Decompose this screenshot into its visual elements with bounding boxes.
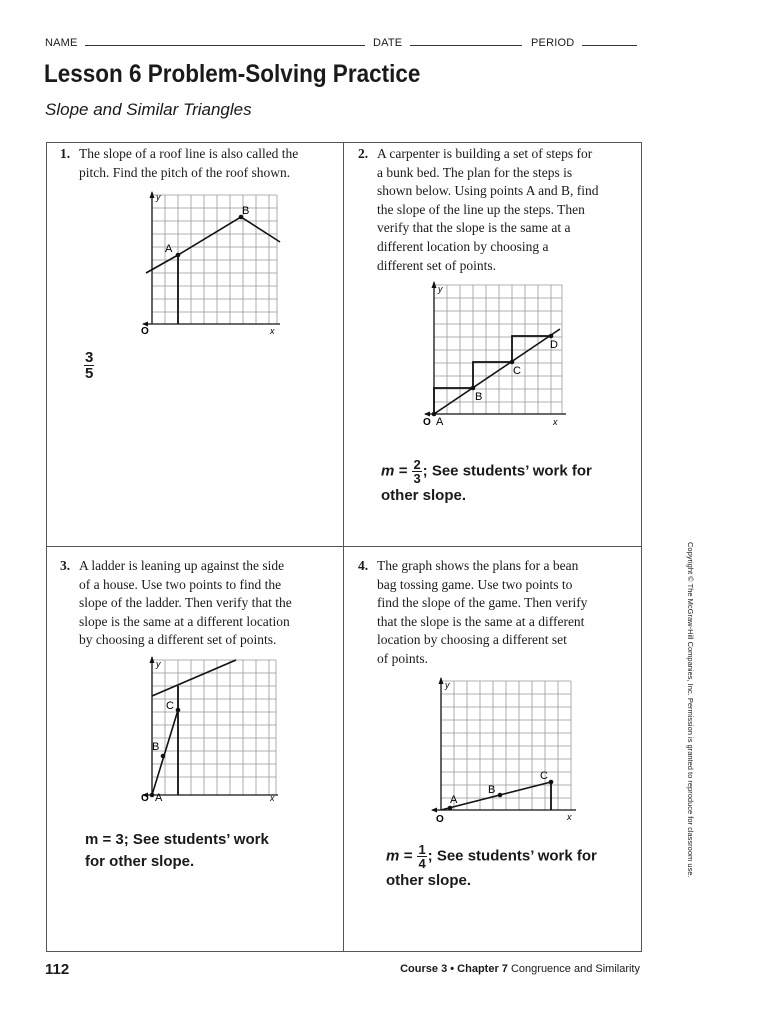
problem-4-answer-fraction — [417, 843, 426, 870]
page-number: 112 — [45, 961, 70, 978]
problem-3-origin-label: O — [141, 793, 149, 804]
problem-2-answer-fraction — [412, 458, 421, 485]
problem-4-answer-denominator: 4 — [418, 856, 426, 871]
problem-2-origin-label: O — [423, 417, 431, 428]
problem-2-point-c: C — [513, 365, 521, 377]
problem-1-answer-numerator: 3 — [85, 349, 94, 366]
footer-chapter: Chapter 7 — [457, 963, 508, 975]
problem-4-y-label: y — [445, 680, 450, 690]
problem-3-point-b: B — [152, 741, 160, 753]
problem-4-graph — [426, 676, 581, 826]
problem-4-line-1: The graph shows the plans for a bean — [377, 558, 579, 573]
problem-4-line-2: bag tossing game. Use two points to — [377, 576, 573, 592]
problem-1-answer-denominator: 5 — [85, 365, 94, 382]
problem-3-line-5: by choosing a different set of points. — [79, 632, 277, 648]
footer-course-line — [400, 963, 640, 975]
problem-2-line-5: verify that the slope is the same at a — [377, 220, 571, 236]
problem-1-origin-label: O — [141, 326, 149, 337]
problem-2-answer-line-2: other slope. — [381, 487, 467, 504]
problem-3-line-2: of a house. Use two points to find the — [79, 576, 282, 592]
problem-3-answer-line-1: m = 3; See students’ work — [85, 831, 269, 848]
problem-2-point-d: D — [550, 339, 558, 351]
problem-4-answer-line-2: other slope. — [386, 872, 472, 889]
problem-2-answer-prefix: m = — [381, 462, 408, 480]
problem-3-answer-line-2: for other slope. — [85, 853, 195, 870]
problem-2-answer-numerator: 2 — [413, 457, 421, 472]
problem-1-line-2: pitch. Find the pitch of the roof shown. — [79, 164, 291, 180]
problem-2-line-4: the slope of the line up the steps. Then — [377, 201, 585, 217]
problem-4-line-3: find the slope of the game. Then verify — [377, 595, 588, 611]
problem-2-line-6: different location by choosing a — [377, 238, 549, 254]
problem-4-line-6: of points. — [377, 650, 429, 666]
copyright-notice: Copyright © The McGraw-Hill Companies, Inc. Permission is granted to reproduce for classroom use. — [686, 542, 695, 878]
footer-chapter-title: Congruence and Similarity — [510, 963, 640, 975]
date-field — [410, 35, 522, 46]
problem-4-answer-prefix: m = — [386, 847, 413, 865]
footer-bullet: • — [450, 963, 455, 975]
problem-1-x-label: x — [270, 326, 275, 336]
problem-1-point-a: A — [165, 243, 173, 255]
page-subtitle: Slope and Similar Triangles — [45, 100, 252, 119]
problem-4-origin-label: O — [436, 814, 444, 825]
problem-3-point-c: C — [166, 700, 174, 712]
problem-4 — [358, 557, 638, 670]
header-line — [45, 35, 365, 49]
problem-2-answer-suffix: ; See students’ work for — [422, 462, 592, 480]
problem-2-point-b: B — [475, 391, 483, 403]
problem-2-answer — [381, 458, 636, 507]
date-label: DATE — [373, 37, 403, 49]
page-title: Lesson 6 Problem-Solving Practice — [44, 60, 421, 88]
name-field — [85, 35, 365, 46]
problem-2-x-label: x — [553, 417, 558, 427]
problem-1-point-b: B — [242, 205, 250, 217]
problem-2-line-2: a bunk bed. The plan for the steps is — [377, 164, 573, 180]
problem-3-point-a: A — [155, 792, 163, 804]
problem-3-line-3: slope of the ladder. Then verify that the — [79, 595, 292, 611]
grid-vertical-divider — [343, 142, 344, 952]
grid-horizontal-divider — [46, 546, 642, 547]
problem-4-line-4: that the slope is the same at a different — [377, 613, 585, 629]
problem-3-x-label: x — [270, 793, 275, 803]
problem-2-number: 2. — [358, 146, 369, 161]
problem-4-number: 4. — [358, 558, 369, 573]
problem-2-line-7: different set of points. — [377, 257, 496, 273]
problem-1-line-1: The slope of a roof line is also called the — [79, 146, 299, 161]
name-label: NAME — [45, 37, 78, 49]
problem-1-y-label: y — [156, 192, 161, 202]
problem-1-number: 1. — [60, 146, 71, 161]
period-group — [531, 35, 637, 49]
problem-3 — [60, 557, 340, 652]
problem-4-x-label: x — [567, 812, 572, 822]
problem-4-point-c: C — [540, 770, 548, 782]
problem-3-line-1: A ladder is leaning up against the side — [79, 558, 285, 573]
problem-1-graph — [140, 190, 285, 340]
problem-1 — [60, 145, 340, 185]
problem-4-answer-suffix: ; See students’ work for — [427, 847, 597, 865]
problem-2-graph — [420, 280, 570, 430]
problem-4-point-b: B — [488, 784, 496, 796]
footer-course: Course 3 — [400, 963, 448, 975]
problem-3-line-4: slope is the same at a different location — [79, 613, 290, 629]
problem-2 — [358, 145, 638, 277]
problem-3-answer — [85, 829, 335, 873]
problem-2-y-label: y — [438, 284, 443, 294]
problem-3-graph — [138, 655, 283, 805]
problem-4-line-5: location by choosing a different set — [377, 632, 567, 648]
period-field — [582, 35, 637, 46]
problem-1-answer — [84, 350, 94, 381]
period-label: PERIOD — [531, 37, 575, 49]
date-group — [373, 35, 522, 49]
problem-3-number: 3. — [60, 558, 71, 573]
problem-2-answer-denominator: 3 — [413, 471, 421, 486]
problem-4-answer — [386, 843, 636, 892]
problem-2-line-3: shown below. Using points A and B, find — [377, 183, 599, 199]
problem-4-point-a: A — [450, 794, 458, 806]
problem-4-answer-numerator: 1 — [418, 842, 426, 857]
problem-3-y-label: y — [156, 659, 161, 669]
problem-2-point-a: A — [436, 416, 444, 428]
problem-2-line-1: A carpenter is building a set of steps for — [377, 146, 593, 161]
